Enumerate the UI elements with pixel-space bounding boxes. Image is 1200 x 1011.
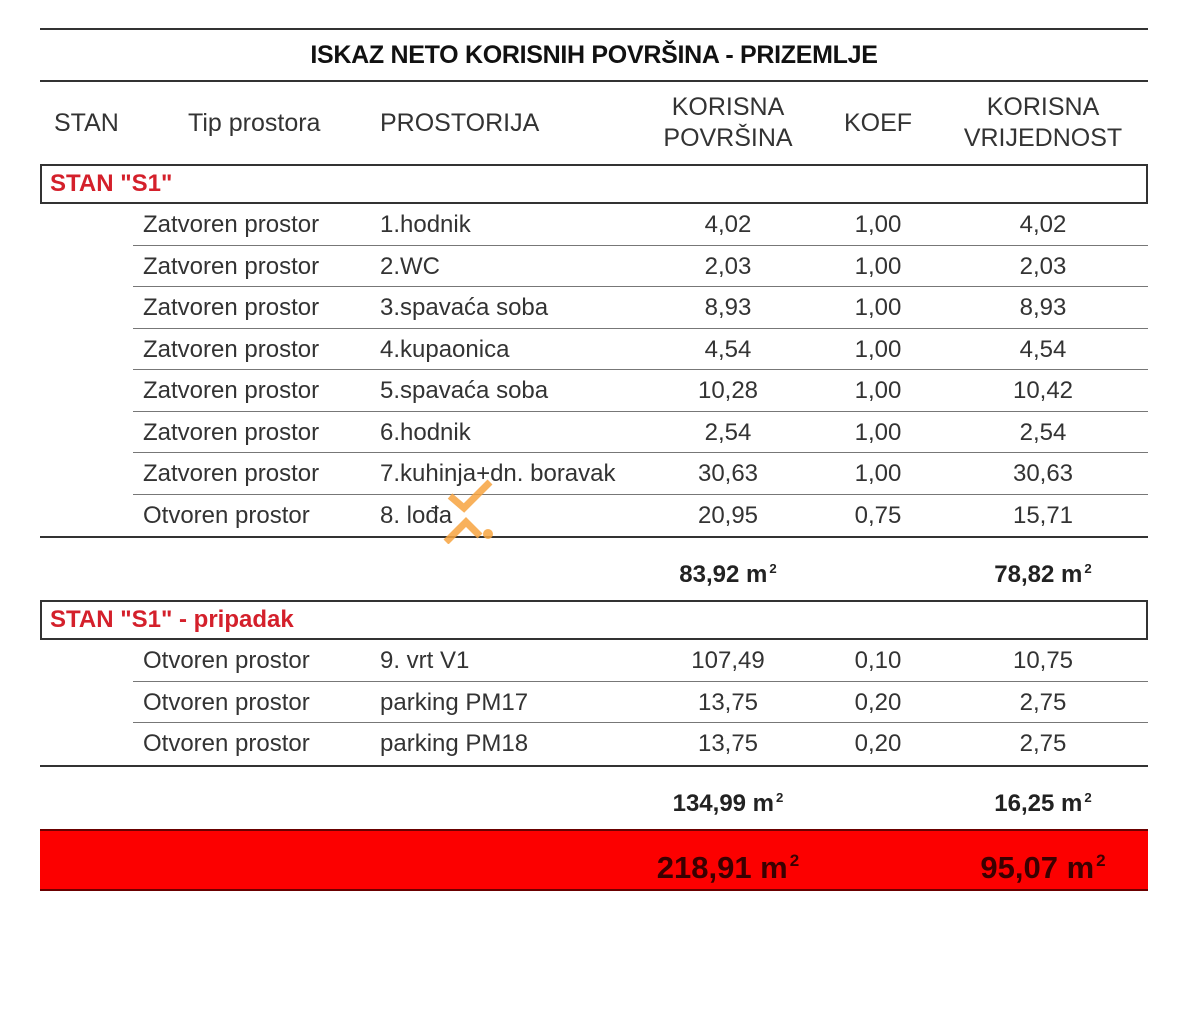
cell-koef: 0,20 bbox=[854, 688, 902, 716]
table-row bbox=[133, 640, 1148, 682]
table-row bbox=[133, 723, 1148, 765]
table-row bbox=[133, 204, 1148, 246]
cell-koef: 1,00 bbox=[854, 335, 902, 363]
cell-koef: 1,00 bbox=[854, 252, 902, 280]
cell-korisna-povrsina: 2,03 bbox=[704, 252, 752, 280]
cell-tip-prostora: Zatvoren prostor bbox=[143, 211, 320, 238]
cell-prostorija: parking PM17 bbox=[380, 688, 529, 716]
cell-korisna-povrsina: 107,49 bbox=[691, 647, 765, 674]
col-korisna-povrsina bbox=[653, 82, 803, 164]
table-row bbox=[133, 453, 1148, 495]
table-title: ISKAZ NETO KORISNIH POVRŠINA - PRIZEMLJE bbox=[40, 28, 1148, 82]
cell-koef: 0,75 bbox=[854, 501, 902, 529]
cell-prostorija: 5.spavaća soba bbox=[380, 377, 549, 404]
col-korisna-vrijednost-line2: VRIJEDNOST bbox=[963, 124, 1123, 152]
cell-koef: 0,10 bbox=[854, 647, 902, 674]
cell-koef: 1,00 bbox=[854, 294, 902, 321]
cell-prostorija: 2.WC bbox=[380, 252, 440, 280]
subtotal-row-pripadak bbox=[40, 767, 1148, 829]
cell-prostorija: 3.spavaća soba bbox=[380, 294, 549, 321]
column-header-row bbox=[40, 82, 1148, 164]
grand-total-povrsina: 218,91 m $^2$ bbox=[656, 849, 800, 885]
table-row bbox=[133, 495, 1148, 537]
cell-korisna-vrijednost: 2,54 bbox=[1019, 418, 1067, 446]
col-korisna-vrijednost bbox=[953, 82, 1133, 164]
cell-korisna-vrijednost: 8,93 bbox=[1019, 294, 1067, 321]
cell-koef: 1,00 bbox=[854, 211, 902, 238]
grand-total-vrijednost: 95,07 m $^2$ bbox=[980, 849, 1106, 885]
col-korisna-vrijednost-line1: KORISNA bbox=[986, 93, 1100, 121]
section-header-s1-pripadak: STAN "S1" - pripadak bbox=[40, 600, 1148, 640]
cell-korisna-vrijednost: 2,75 bbox=[1019, 688, 1067, 716]
cell-tip-prostora: Zatvoren prostor bbox=[143, 418, 320, 446]
cell-koef: 1,00 bbox=[854, 418, 902, 446]
area-summary-table bbox=[40, 28, 1148, 891]
cell-korisna-vrijednost: 10,42 bbox=[1012, 377, 1074, 404]
cell-korisna-povrsina: 2,54 bbox=[704, 418, 752, 446]
cell-prostorija: 7.kuhinja+dn. boravak bbox=[380, 460, 616, 487]
table-row bbox=[133, 246, 1148, 288]
cell-tip-prostora: Otvoren prostor bbox=[143, 688, 310, 716]
cell-koef: 1,00 bbox=[854, 460, 902, 487]
cell-korisna-povrsina: 4,54 bbox=[704, 335, 752, 363]
cell-tip-prostora: Otvoren prostor bbox=[143, 647, 310, 674]
cell-tip-prostora: Zatvoren prostor bbox=[143, 252, 320, 280]
cell-prostorija: 4.kupaonica bbox=[380, 335, 510, 363]
cell-korisna-vrijednost: 4,02 bbox=[1019, 211, 1067, 238]
table-row bbox=[133, 370, 1148, 412]
grand-total-row bbox=[40, 829, 1148, 891]
col-koef: KOEF bbox=[843, 108, 913, 137]
subtotal-povrsina: 83,92 m $^2$ bbox=[679, 561, 777, 589]
cell-korisna-vrijednost: 30,63 bbox=[1012, 460, 1074, 487]
cell-korisna-povrsina: 13,75 bbox=[697, 688, 759, 716]
cell-tip-prostora: Zatvoren prostor bbox=[143, 460, 320, 487]
cell-korisna-povrsina: 13,75 bbox=[697, 730, 759, 757]
subtotal-povrsina: 134,99 m $^2$ bbox=[672, 789, 784, 817]
cell-koef: 1,00 bbox=[854, 377, 902, 404]
subtotal-row-s1 bbox=[40, 538, 1148, 600]
table-row bbox=[133, 329, 1148, 371]
cell-tip-prostora: Zatvoren prostor bbox=[143, 294, 320, 321]
cell-korisna-povrsina: 8,93 bbox=[704, 294, 752, 321]
col-korisna-povrsina-line2: POVRŠINA bbox=[663, 124, 793, 152]
cell-tip-prostora: Otvoren prostor bbox=[143, 501, 310, 529]
section-header-s1: STAN "S1" bbox=[40, 164, 1148, 204]
cell-tip-prostora: Zatvoren prostor bbox=[143, 335, 320, 363]
cell-prostorija: 1.hodnik bbox=[380, 211, 471, 238]
subtotal-vrijednost: 78,82 m $^2$ bbox=[994, 561, 1092, 589]
cell-korisna-povrsina: 10,28 bbox=[697, 377, 759, 404]
cell-tip-prostora: Zatvoren prostor bbox=[143, 377, 320, 404]
subtotal-vrijednost: 16,25 m $^2$ bbox=[994, 789, 1092, 817]
cell-korisna-povrsina: 30,63 bbox=[697, 460, 759, 487]
cell-prostorija: 9. vrt V1 bbox=[380, 647, 470, 674]
cell-korisna-vrijednost: 2,75 bbox=[1019, 730, 1067, 757]
cell-tip-prostora: Otvoren prostor bbox=[143, 730, 310, 757]
col-stan: STAN bbox=[54, 108, 119, 137]
col-korisna-povrsina-line1: KORISNA bbox=[671, 93, 785, 121]
table-row bbox=[133, 682, 1148, 724]
cell-koef: 0,20 bbox=[854, 730, 902, 757]
cell-prostorija: parking PM18 bbox=[380, 730, 529, 757]
col-tip-prostora: Tip prostora bbox=[188, 108, 321, 137]
cell-korisna-vrijednost: 2,03 bbox=[1019, 252, 1067, 280]
col-prostorija: PROSTORIJA bbox=[380, 108, 540, 137]
cell-korisna-vrijednost: 10,75 bbox=[1012, 647, 1074, 674]
cell-korisna-povrsina: 4,02 bbox=[704, 211, 752, 238]
cell-korisna-vrijednost: 4,54 bbox=[1019, 335, 1067, 363]
cell-korisna-povrsina: 20,95 bbox=[697, 501, 759, 529]
table-row bbox=[133, 287, 1148, 329]
cell-prostorija: 6.hodnik bbox=[380, 418, 471, 446]
cell-prostorija: 8. lođa bbox=[380, 501, 453, 529]
cell-korisna-vrijednost: 15,71 bbox=[1012, 501, 1074, 529]
table-row bbox=[133, 412, 1148, 454]
